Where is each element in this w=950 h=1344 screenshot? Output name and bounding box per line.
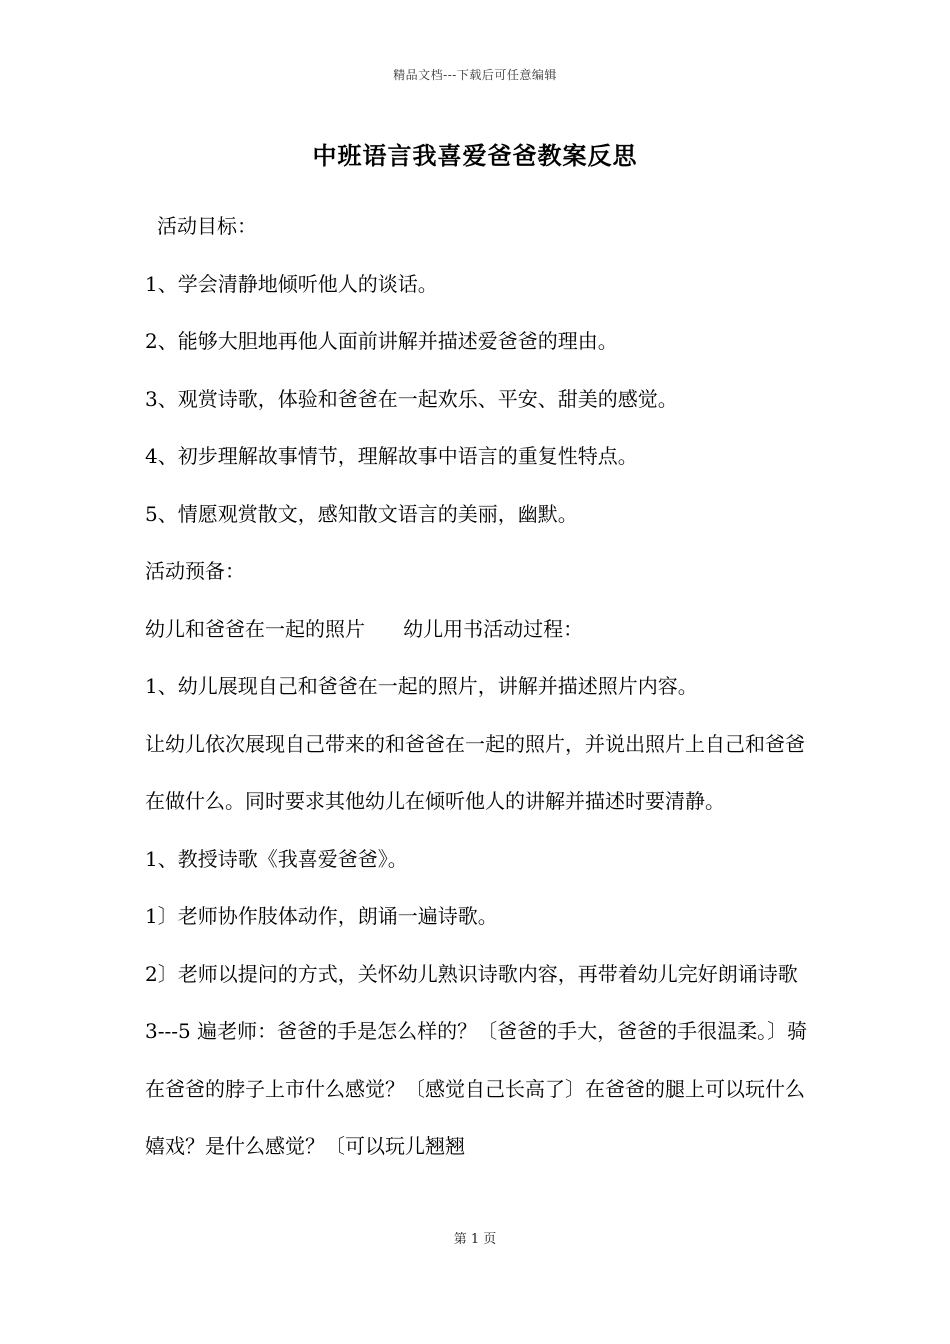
- process-step-1: 1、幼儿展现自己和爸爸在一起的照片，讲解并描述照片内容。: [145, 674, 698, 698]
- header-note: 精品文档---下载后可任意编辑: [393, 68, 557, 82]
- process-step-1-detail: 让幼儿依次展现自己带来的和爸爸在一起的照片，并说出照片上自己和爸爸在做什么。同时要求其他幼儿在倾听他人的讲解并描述时要清静。: [145, 731, 805, 813]
- process-substep-1: 1〕老师协作肢体动作，朗诵一遍诗歌。: [145, 904, 498, 928]
- goal-item-4: 4、初步理解故事情节，理解故事中语言的重复性特点。: [145, 444, 638, 468]
- goal-item-2: 2、能够大胆地再他人面前讲解并描述爱爸爸的理由。: [145, 329, 618, 353]
- preparation-materials: 幼儿和爸爸在一起的照片 幼儿用书活动过程：: [145, 616, 584, 641]
- document-title: 中班语言我喜爱爸爸教案反思: [312, 141, 638, 170]
- page-number: 第 1 页: [453, 1232, 497, 1247]
- goal-item-3: 3、观赏诗歌，体验和爸爸在一起欢乐、平安、甜美的感觉。: [145, 386, 678, 411]
- goal-item-5: 5、情愿观赏散文，感知散文语言的美丽，幽默。: [145, 501, 578, 526]
- process-step-2: 1、教授诗歌《我喜爱爸爸》。: [145, 846, 408, 871]
- section-heading-preparation: 活动预备：: [145, 559, 245, 583]
- section-heading-goals: 活动目标：: [157, 214, 257, 238]
- process-substep-2: 2〕老师以提问的方式，关怀幼儿熟识诗歌内容，再带着幼儿完好朗诵诗歌 3---5 遍老师：爸爸的手是怎么样的？〔爸爸的手大，爸爸的手很温柔。〕骑在爸爸的脖子上市什么感觉？〔感觉自己长高了〕在爸爸的腿上可以玩什么嬉戏？是什么感觉？〔可以玩儿翘翘: [145, 961, 808, 1158]
- goal-item-1: 1、学会清静地倾听他人的谈话。: [145, 271, 438, 296]
- document-body: [145, 198, 810, 1176]
